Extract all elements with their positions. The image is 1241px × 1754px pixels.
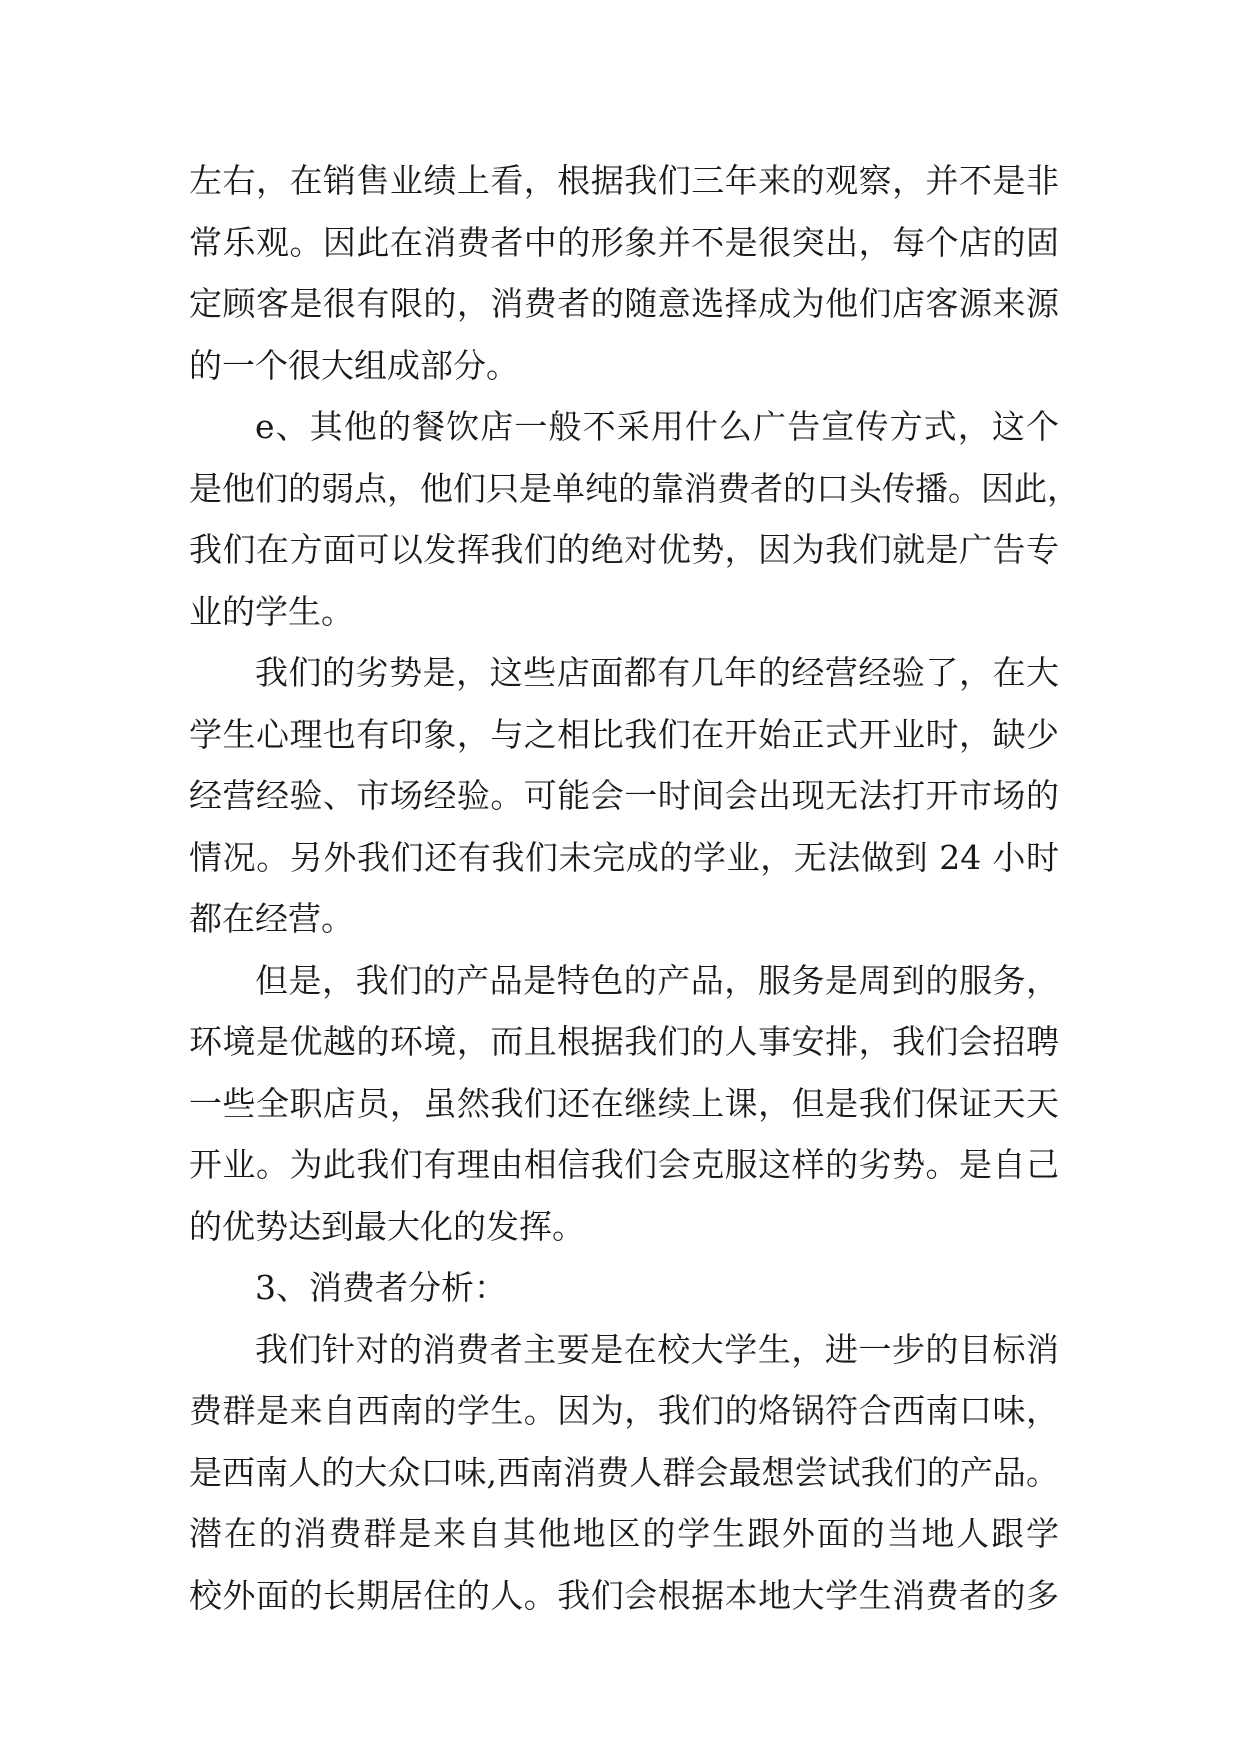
text-line: 我们的劣势是，这些店面都有几年的经营经验了，在大 xyxy=(255,653,1059,692)
text-line: 一些全职店员，虽然我们还在继续上课，但是我们保证天天 xyxy=(189,1083,1059,1123)
text-line: 都在经营。 xyxy=(189,899,354,938)
text-line: 情况。另外我们还有我们未完成的学业，无法做到 24 小时 xyxy=(189,837,1059,877)
document-body xyxy=(189,150,1080,1626)
text-line: 我们在方面可以发挥我们的绝对优势，因为我们就是广告专 xyxy=(189,530,1059,569)
text-line: 我们针对的消费者主要是在校大学生，进一步的目标消 xyxy=(255,1329,1059,1369)
text-line: 定顾客是很有限的，消费者的随意选择成为他们店客源来源 xyxy=(189,284,1059,323)
text-line: 业的学生。 xyxy=(189,591,354,631)
text-line: 是他们的弱点，他们只是单纯的靠消费者的口头传播。因此， xyxy=(189,468,1080,508)
text-line: 经营经验、市场经验。可能会一时间会出现无法打开市场的 xyxy=(189,776,1059,815)
text-line: 潜在的消费群是来自其他地区的学生跟外面的当地人跟学 xyxy=(189,1514,1059,1553)
text-line: 常乐观。因此在消费者中的形象并不是很突出，每个店的固 xyxy=(189,222,1059,262)
text-line: 学生心理也有印象，与之相比我们在开始正式开业时，缺少 xyxy=(189,714,1059,754)
section-heading: 3、消费者分析： xyxy=(255,1268,507,1307)
text-line: 开业。为此我们有理由相信我们会克服这样的劣势。是自己 xyxy=(189,1145,1059,1184)
text-line: 但是，我们的产品是特色的产品，服务是周到的服务， xyxy=(255,960,1059,1000)
text-line: 费群是来自西南的学生。因为，我们的烙锅符合西南口味， xyxy=(189,1391,1059,1430)
text-line: 是西南人的大众口味,西南消费人群会最想尝试我们的产品。 xyxy=(189,1452,1059,1492)
text-line: 环境是优越的环境，而且根据我们的人事安排，我们会招聘 xyxy=(189,1022,1059,1061)
text-line: 校外面的长期居住的人。我们会根据本地大学生消费者的多 xyxy=(189,1575,1059,1615)
text-line: 的一个很大组成部分。 xyxy=(189,345,519,385)
text-line: 的优势达到最大化的发挥。 xyxy=(189,1206,585,1246)
text-line: e、其他的餐饮店一般不采用什么广告宣传方式，这个 xyxy=(255,407,1059,446)
text-line: 左右，在销售业绩上看，根据我们三年来的观察，并不是非 xyxy=(189,161,1059,200)
